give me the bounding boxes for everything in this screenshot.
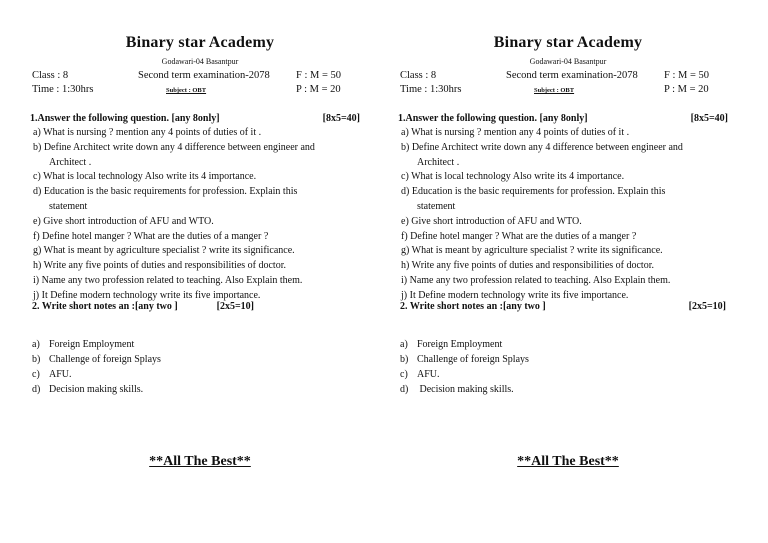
list-item: d) Education is the basic requirements for profession. Explain this (33, 186, 298, 198)
list-item: b) Challenge of foreign Splays (32, 354, 161, 365)
notes-list (32, 337, 161, 397)
question-1-list (401, 126, 731, 304)
list-item: j) It Define modern technology write its five importance. (33, 289, 261, 301)
list-item: b) Define Architect write down any 4 difference between engineer and (401, 141, 683, 153)
question-1-marks: [8x5=40] (690, 113, 728, 124)
list-item: statement (49, 200, 88, 212)
list-item: i) Name any two profession related to teaching. Also Explain them. (401, 274, 671, 286)
question-1-text: 1.Answer the following question. [any 8only] (30, 113, 220, 124)
question-1-text: 1.Answer the following question. [any 8only] (398, 113, 588, 124)
list-item: Architect . (417, 156, 460, 168)
question-1-marks: [8x5=40] (322, 113, 360, 124)
school-address: Godawari-04 Basantpur (161, 57, 239, 66)
full-marks: F : M = 50 (296, 70, 342, 81)
list-item: e) Give short introduction of AFU and WTO. (401, 215, 582, 227)
list-item: c) What is local technology Also write its 4 importance. (401, 171, 625, 183)
list-item: g) What is meant by agriculture specialist ? write its significance. (33, 245, 295, 257)
question-2-text: 2. Write short notes an :[any two ] (32, 301, 178, 312)
list-item: h) Write any five points of duties and responsibilities of doctor. (33, 260, 286, 272)
pass-marks: P : M = 20 (296, 84, 341, 95)
list-item: a) Foreign Employment (400, 339, 503, 350)
school-title: Binary star Academy (125, 34, 275, 51)
list-item: g) What is meant by agriculture specialist ? write its significance. (401, 245, 663, 257)
class-label: Class : 8 (32, 70, 69, 81)
class-label: Class : 8 (400, 70, 437, 81)
list-item: d) Decision making skills. (400, 384, 514, 395)
question-2-marks: [2x5=10] (688, 301, 726, 312)
question-1-list (33, 126, 363, 304)
full-marks: F : M = 50 (664, 70, 710, 81)
list-item: c) AFU. (400, 369, 440, 380)
closing-message: **All The Best** (149, 454, 251, 469)
list-item: statement (417, 200, 456, 212)
question-1-heading (398, 113, 728, 124)
list-item: h) Write any five points of duties and responsibilities of doctor. (401, 260, 654, 272)
subject-label: Subject : OBT (534, 87, 575, 94)
list-item: f) Define hotel manger ? What are the duties of a manger ? (401, 230, 637, 242)
exam-name: Second term examination-2078 (138, 70, 270, 81)
list-item: c) AFU. (32, 369, 72, 380)
closing-message: **All The Best** (517, 454, 619, 469)
list-item: d) Education is the basic requirements for profession. Explain this (401, 186, 666, 198)
time-label: Time : 1:30hrs (32, 84, 94, 95)
question-2-heading (32, 301, 254, 312)
school-address: Godawari-04 Basantpur (529, 57, 607, 66)
question-1-heading (30, 113, 360, 124)
list-item: i) Name any two profession related to teaching. Also Explain them. (33, 274, 303, 286)
list-item: f) Define hotel manger ? What are the duties of a manger ? (33, 230, 269, 242)
list-item: a) Foreign Employment (32, 339, 135, 350)
list-item: Architect . (49, 156, 92, 168)
pass-marks: P : M = 20 (664, 84, 709, 95)
exam-sheet-right (398, 0, 758, 543)
list-item: a) What is nursing ? mention any 4 points of duties of it . (401, 127, 630, 138)
list-item: b) Challenge of foreign Splays (400, 354, 529, 365)
list-item: d) Decision making skills. (32, 384, 144, 395)
time-label: Time : 1:30hrs (400, 84, 462, 95)
subject-label: Subject : OBT (166, 87, 207, 94)
list-item: a) What is nursing ? mention any 4 points of duties of it . (33, 127, 262, 138)
question-2-marks: [2x5=10] (216, 301, 254, 312)
exam-name: Second term examination-2078 (506, 70, 638, 81)
question-2-heading (400, 301, 726, 312)
list-item: e) Give short introduction of AFU and WTO. (33, 215, 214, 227)
school-title: Binary star Academy (493, 34, 643, 51)
list-item: c) What is local technology Also write its 4 importance. (33, 171, 257, 183)
list-item: b) Define Architect write down any 4 difference between engineer and (33, 141, 315, 153)
list-item: j) It Define modern technology write its five importance. (401, 289, 629, 301)
notes-list (400, 337, 529, 397)
question-2-text: 2. Write short notes an :[any two ] (400, 301, 546, 312)
exam-sheet-left (30, 0, 390, 543)
